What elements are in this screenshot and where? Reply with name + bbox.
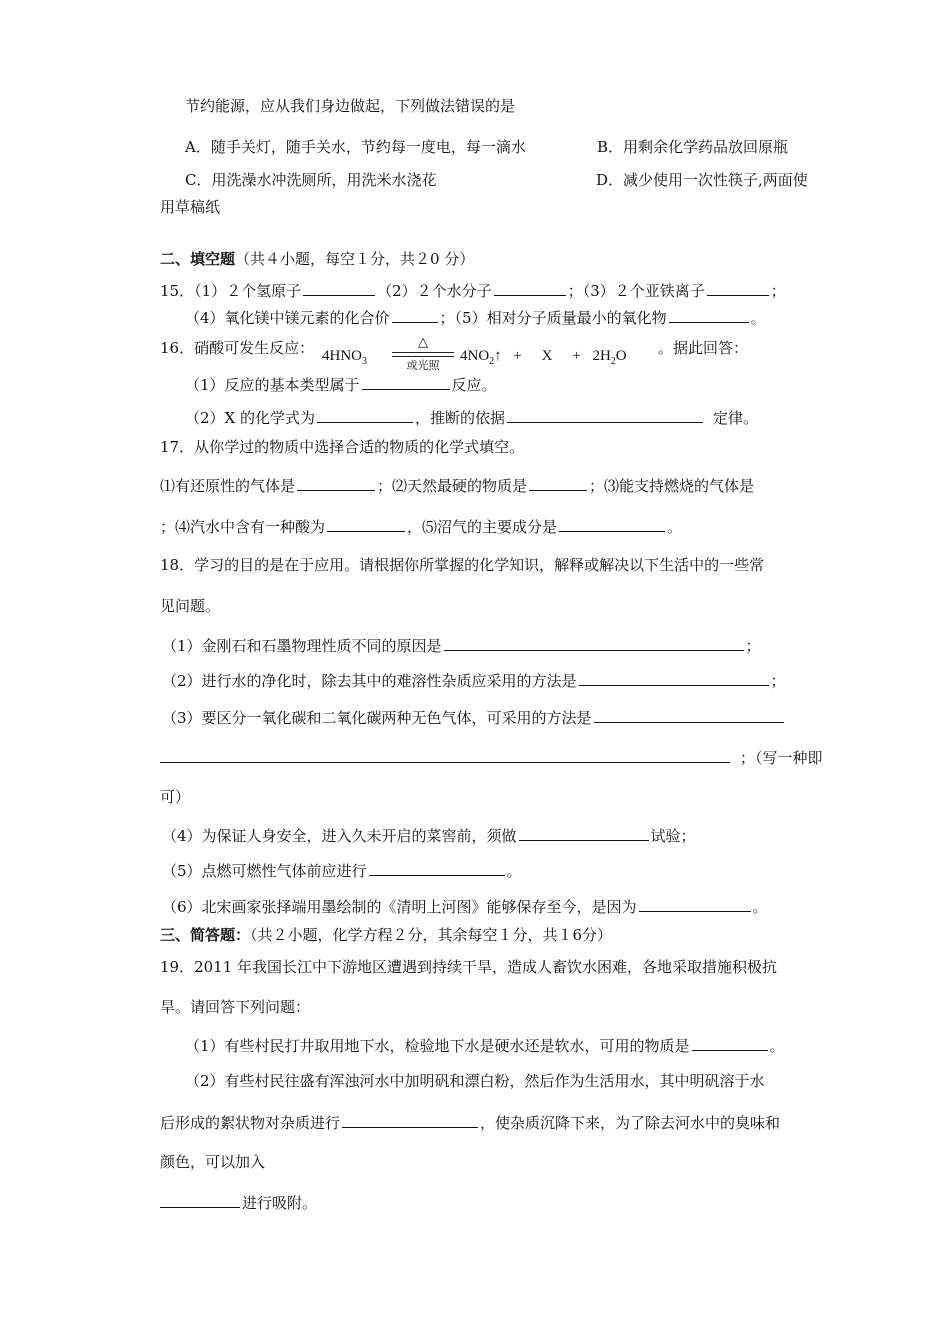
answer-blank[interactable] bbox=[579, 669, 769, 686]
q19-sub1-end: 。 bbox=[769, 1037, 785, 1055]
q18-sub2-end: ； bbox=[770, 672, 786, 690]
q15-part4: （4）氧化镁中镁元素的化合价 bbox=[185, 309, 390, 327]
q14-stem: 节约能源，应从我们身边做起，下列做法错误的是 bbox=[185, 97, 516, 115]
answer-blank[interactable] bbox=[303, 279, 375, 296]
q16-tail: 。据此回答： bbox=[658, 339, 749, 357]
answer-blank[interactable] bbox=[160, 1191, 240, 1208]
section-3-heading bbox=[160, 925, 612, 945]
answer-blank[interactable] bbox=[559, 515, 665, 532]
eq-product1: 4NO bbox=[460, 348, 490, 364]
eq-product3-o: O bbox=[615, 348, 627, 364]
q18-stem-1: 18．学习的目的是在于应用。请根据你所掌握的化学知识，解释或解决以下生活中的一些常 bbox=[160, 556, 765, 574]
q14-option-d-cont: 用草稿纸 bbox=[160, 198, 221, 216]
q16-sub1 bbox=[185, 373, 497, 395]
q19-sub2-line4 bbox=[160, 1191, 317, 1213]
q18-sub3-cont bbox=[160, 746, 823, 768]
eq-plus: + bbox=[513, 348, 522, 364]
answer-blank[interactable] bbox=[594, 706, 784, 723]
q17-stem: 17．从你学过的物质中选择合适的物质的化学式填空。 bbox=[160, 438, 525, 456]
q18-sub6-end: 。 bbox=[752, 898, 768, 916]
q19-stem-1: 19．2011 年我国长江中下游地区遭遇到持续干旱，造成人畜饮水困难，各地采取措施积极抗 bbox=[160, 958, 778, 976]
eq-condition-bottom: 或光照 bbox=[406, 359, 440, 372]
q17-item5: ，⑸沼气的主要成分是 bbox=[407, 518, 558, 536]
eq-plus: + bbox=[572, 348, 581, 364]
q19-sub2-cont: ，使杂质沉降下来，为了除去河水中的臭味和 bbox=[480, 1114, 781, 1132]
answer-blank[interactable] bbox=[327, 515, 405, 532]
eq-gas-arrow: ↑ bbox=[494, 348, 502, 364]
q16-sub2-basis: ，推断的依据 bbox=[415, 409, 506, 427]
q18-sub3 bbox=[162, 706, 786, 728]
q19-sub1-text: （1）有些村民打井取用地下水，检验地下水是硬水还是软水，可用的物质是 bbox=[185, 1037, 690, 1055]
q15-part1: （1）２个氢原子 bbox=[194, 282, 302, 300]
q18-sub5-end: 。 bbox=[506, 862, 522, 880]
section-2-info: （共４小题，每空１分，共２0 分） bbox=[235, 250, 475, 268]
eq-product3-sub: 2 bbox=[610, 356, 616, 367]
q18-sub3-text: （3）要区分一氧化碳和二氧化碳两种无色气体，可采用的方法是 bbox=[162, 709, 592, 727]
q16-sub2-text: （2）X 的化学式为 bbox=[185, 409, 315, 427]
answer-blank[interactable] bbox=[362, 373, 450, 390]
eq-condition-top: △ bbox=[418, 335, 428, 350]
answer-blank[interactable] bbox=[444, 634, 744, 651]
answer-blank[interactable] bbox=[160, 746, 730, 763]
q18-sub3-end: ；（写一种即 bbox=[740, 749, 823, 767]
section-3-title: 三、简答题： bbox=[160, 926, 251, 944]
answer-blank[interactable] bbox=[507, 406, 703, 423]
answer-blank[interactable] bbox=[494, 279, 566, 296]
q18-sub1-end: ； bbox=[745, 637, 761, 655]
eq-unknown-x: X bbox=[541, 348, 553, 364]
q19-stem-2: 旱。请回答下列问题： bbox=[160, 998, 311, 1016]
q17-item1: ⑴有还原性的气体是 bbox=[160, 477, 296, 495]
answer-blank[interactable] bbox=[392, 306, 438, 323]
answer-blank[interactable] bbox=[692, 1034, 768, 1051]
q19-sub2: （2）有些村民往盛有浑浊河水中加明矾和漂白粉，然后作为生活用水，其中明矾溶于水 bbox=[185, 1072, 765, 1090]
q18-sub3-tail: 可） bbox=[160, 788, 191, 806]
q15-end2: 。 bbox=[750, 309, 766, 327]
q18-sub5 bbox=[162, 859, 522, 881]
q18-stem-2: 见问题。 bbox=[160, 597, 221, 615]
answer-blank[interactable] bbox=[297, 474, 375, 491]
q18-sub1-text: （1）金刚石和石墨物理性质不同的原因是 bbox=[162, 637, 442, 655]
q15-end1: ； bbox=[770, 282, 786, 300]
q16-sub2-end: 定律。 bbox=[713, 409, 759, 427]
q15-part5: ；（5）相对分子质量最小的氧化物 bbox=[439, 309, 667, 327]
q16-sub1-text: （1）反应的基本类型属于 bbox=[185, 376, 360, 394]
q19-sub2-line2 bbox=[160, 1111, 780, 1133]
q15-line2 bbox=[185, 306, 766, 328]
q18-sub6-text: （6）北宋画家张择端用墨绘制的《清明上河图》能够保存至今，是因为 bbox=[162, 898, 637, 916]
eq-condition-arrow bbox=[392, 336, 454, 376]
answer-blank[interactable] bbox=[369, 859, 505, 876]
q18-sub6 bbox=[162, 895, 768, 917]
answer-blank[interactable] bbox=[707, 279, 769, 296]
q17-item2: ；⑵天然最硬的物质是 bbox=[377, 477, 528, 495]
q19-sub1 bbox=[185, 1034, 785, 1056]
q18-sub4 bbox=[162, 824, 696, 846]
q18-sub4-text: （4）为保证人身安全，进入久未开启的菜窖前，须做 bbox=[162, 827, 517, 845]
q14-option-d: D．减少使用一次性筷子,两面使 bbox=[596, 171, 808, 189]
answer-blank[interactable] bbox=[317, 406, 413, 423]
eq-product3: 2H bbox=[592, 348, 611, 364]
q15-part3: ；（3）２个亚铁离子 bbox=[567, 282, 705, 300]
eq-reactant-sub: 3 bbox=[362, 356, 367, 367]
section-2-heading bbox=[160, 249, 474, 269]
q14-option-c: C．用洗澡水冲洗厕所，用洗米水浇花 bbox=[185, 171, 437, 189]
q14-option-b: B．用剩余化学药品放回原瓶 bbox=[597, 138, 789, 156]
eq-reactant: 4HNO bbox=[322, 348, 362, 364]
q16-sub2 bbox=[185, 406, 758, 428]
q16-stem: 16．硝酸可发生反应： bbox=[160, 339, 315, 357]
q17-item3: ；⑶能支持燃烧的气体是 bbox=[589, 477, 755, 495]
answer-blank[interactable] bbox=[669, 306, 749, 323]
q17-line2-end: 。 bbox=[667, 518, 683, 536]
q17-line2 bbox=[160, 515, 682, 537]
q19-sub2-end: 进行吸附。 bbox=[242, 1194, 318, 1212]
answer-blank[interactable] bbox=[529, 474, 587, 491]
q18-sub2 bbox=[162, 669, 786, 691]
q16-equation bbox=[322, 346, 367, 372]
q16-products bbox=[460, 346, 627, 372]
q18-sub2-text: （2）进行水的净化时，除去其中的难溶性杂质应采用的方法是 bbox=[162, 672, 577, 690]
q14-option-a: A．随手关灯，随手关水，节约每一度电，每一滴水 bbox=[185, 138, 526, 156]
q19-sub2-text: 后形成的絮状物对杂质进行 bbox=[160, 1114, 341, 1132]
q16-sub1-end: 反应。 bbox=[451, 376, 497, 394]
q15-part2: （2）２个水分子 bbox=[377, 282, 492, 300]
q18-sub5-text: （5）点燃可燃性气体前应进行 bbox=[162, 862, 367, 880]
answer-blank[interactable] bbox=[639, 895, 751, 912]
eq-product1-sub: 2 bbox=[489, 356, 495, 367]
q19-sub2-line3: 颜色，可以加入 bbox=[160, 1153, 266, 1171]
q17-line1 bbox=[160, 474, 754, 496]
q15-line1 bbox=[160, 279, 786, 301]
q17-item4: ；⑷汽水中含有一种酸为 bbox=[160, 518, 326, 536]
section-2-title: 二、填空题 bbox=[160, 250, 236, 268]
answer-blank[interactable] bbox=[342, 1111, 478, 1128]
answer-blank[interactable] bbox=[519, 824, 649, 841]
q18-sub1 bbox=[162, 634, 761, 656]
q15-number: 15． bbox=[160, 282, 195, 300]
q18-sub4-end: 试验； bbox=[650, 827, 696, 845]
section-3-info: （共２小题，化学方程２分，其余每空１分，共１6分） bbox=[250, 926, 613, 944]
